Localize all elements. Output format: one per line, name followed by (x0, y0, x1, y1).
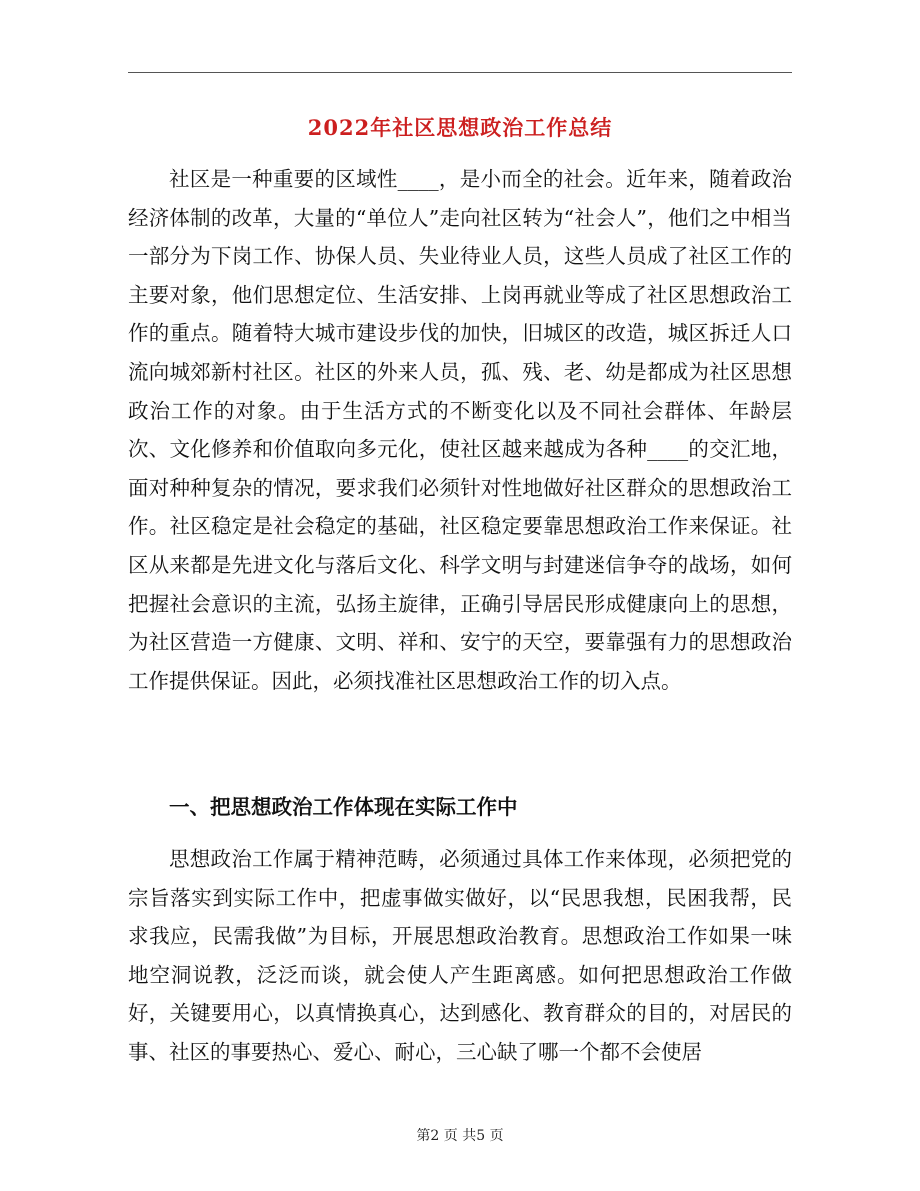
section-heading-1: 一、把思想政治工作体现在实际工作中 (169, 795, 518, 819)
header-rule (128, 72, 792, 73)
intro-paragraph: 社区是一种重要的区域性____，是小而全的社会。近年来，随着政治经济体制的改革，大量的“单位人”走向社区转为“社会人”，他们之中相当一部分为下岗工作、协保人员、失业待业人员，这些人员成了社区工作的主要对象，他们思想定位、生活安排、上岗再就业等成了社区思想政治工作的重点。随着特大城市建设步伐的加快，旧城区的改造，城区拆迁人口流向城郊新村社区。社区的外来人员，孤、残、老、幼是都成为社区思想政治工作的对象。由于生活方式的不断变化以及不同社会群体、年龄层次、文化修养和价值取向多元化，使社区越来越成为各种____的交汇地，面对种种复杂的情况，要求我们必须针对性地做好社区群众的思想政治工作。社区稳定是社会稳定的基础，社区稳定要靠思想政治工作来保证。社区从来都是先进文化与落后文化、科学文明与封建迷信争夺的战场，如何把握社会意识的主流，弘扬主旋律，正确引导居民形成健康向上的思想，为社区营造一方健康、文明、祥和、安宁的天空，要靠强有力的思想政治工作提供保证。因此，必须找准社区思想政治工作的切入点。 (128, 167, 792, 693)
document-title: 2022年社区思想政治工作总结 (307, 115, 613, 140)
section-1-paragraph: 思想政治工作属于精神范畴，必须通过具体工作来体现，必须把党的宗旨落实到实际工作中，把虚事做实做好，以“民思我想，民困我帮，民求我应，民需我做”为目标，开展思想政治教育。思想政治工作如果一味地空洞说教，泛泛而谈，就会使人产生距离感。如何把思想政治工作做好，关键要用心，以真情换真心，达到感化、教育群众的目的，对居民的事、社区的事要热心、爱心、耐心，三心缺了哪一个都不会使居 (128, 847, 792, 1064)
page-number: 第2 页 共5 页 (416, 1128, 504, 1144)
